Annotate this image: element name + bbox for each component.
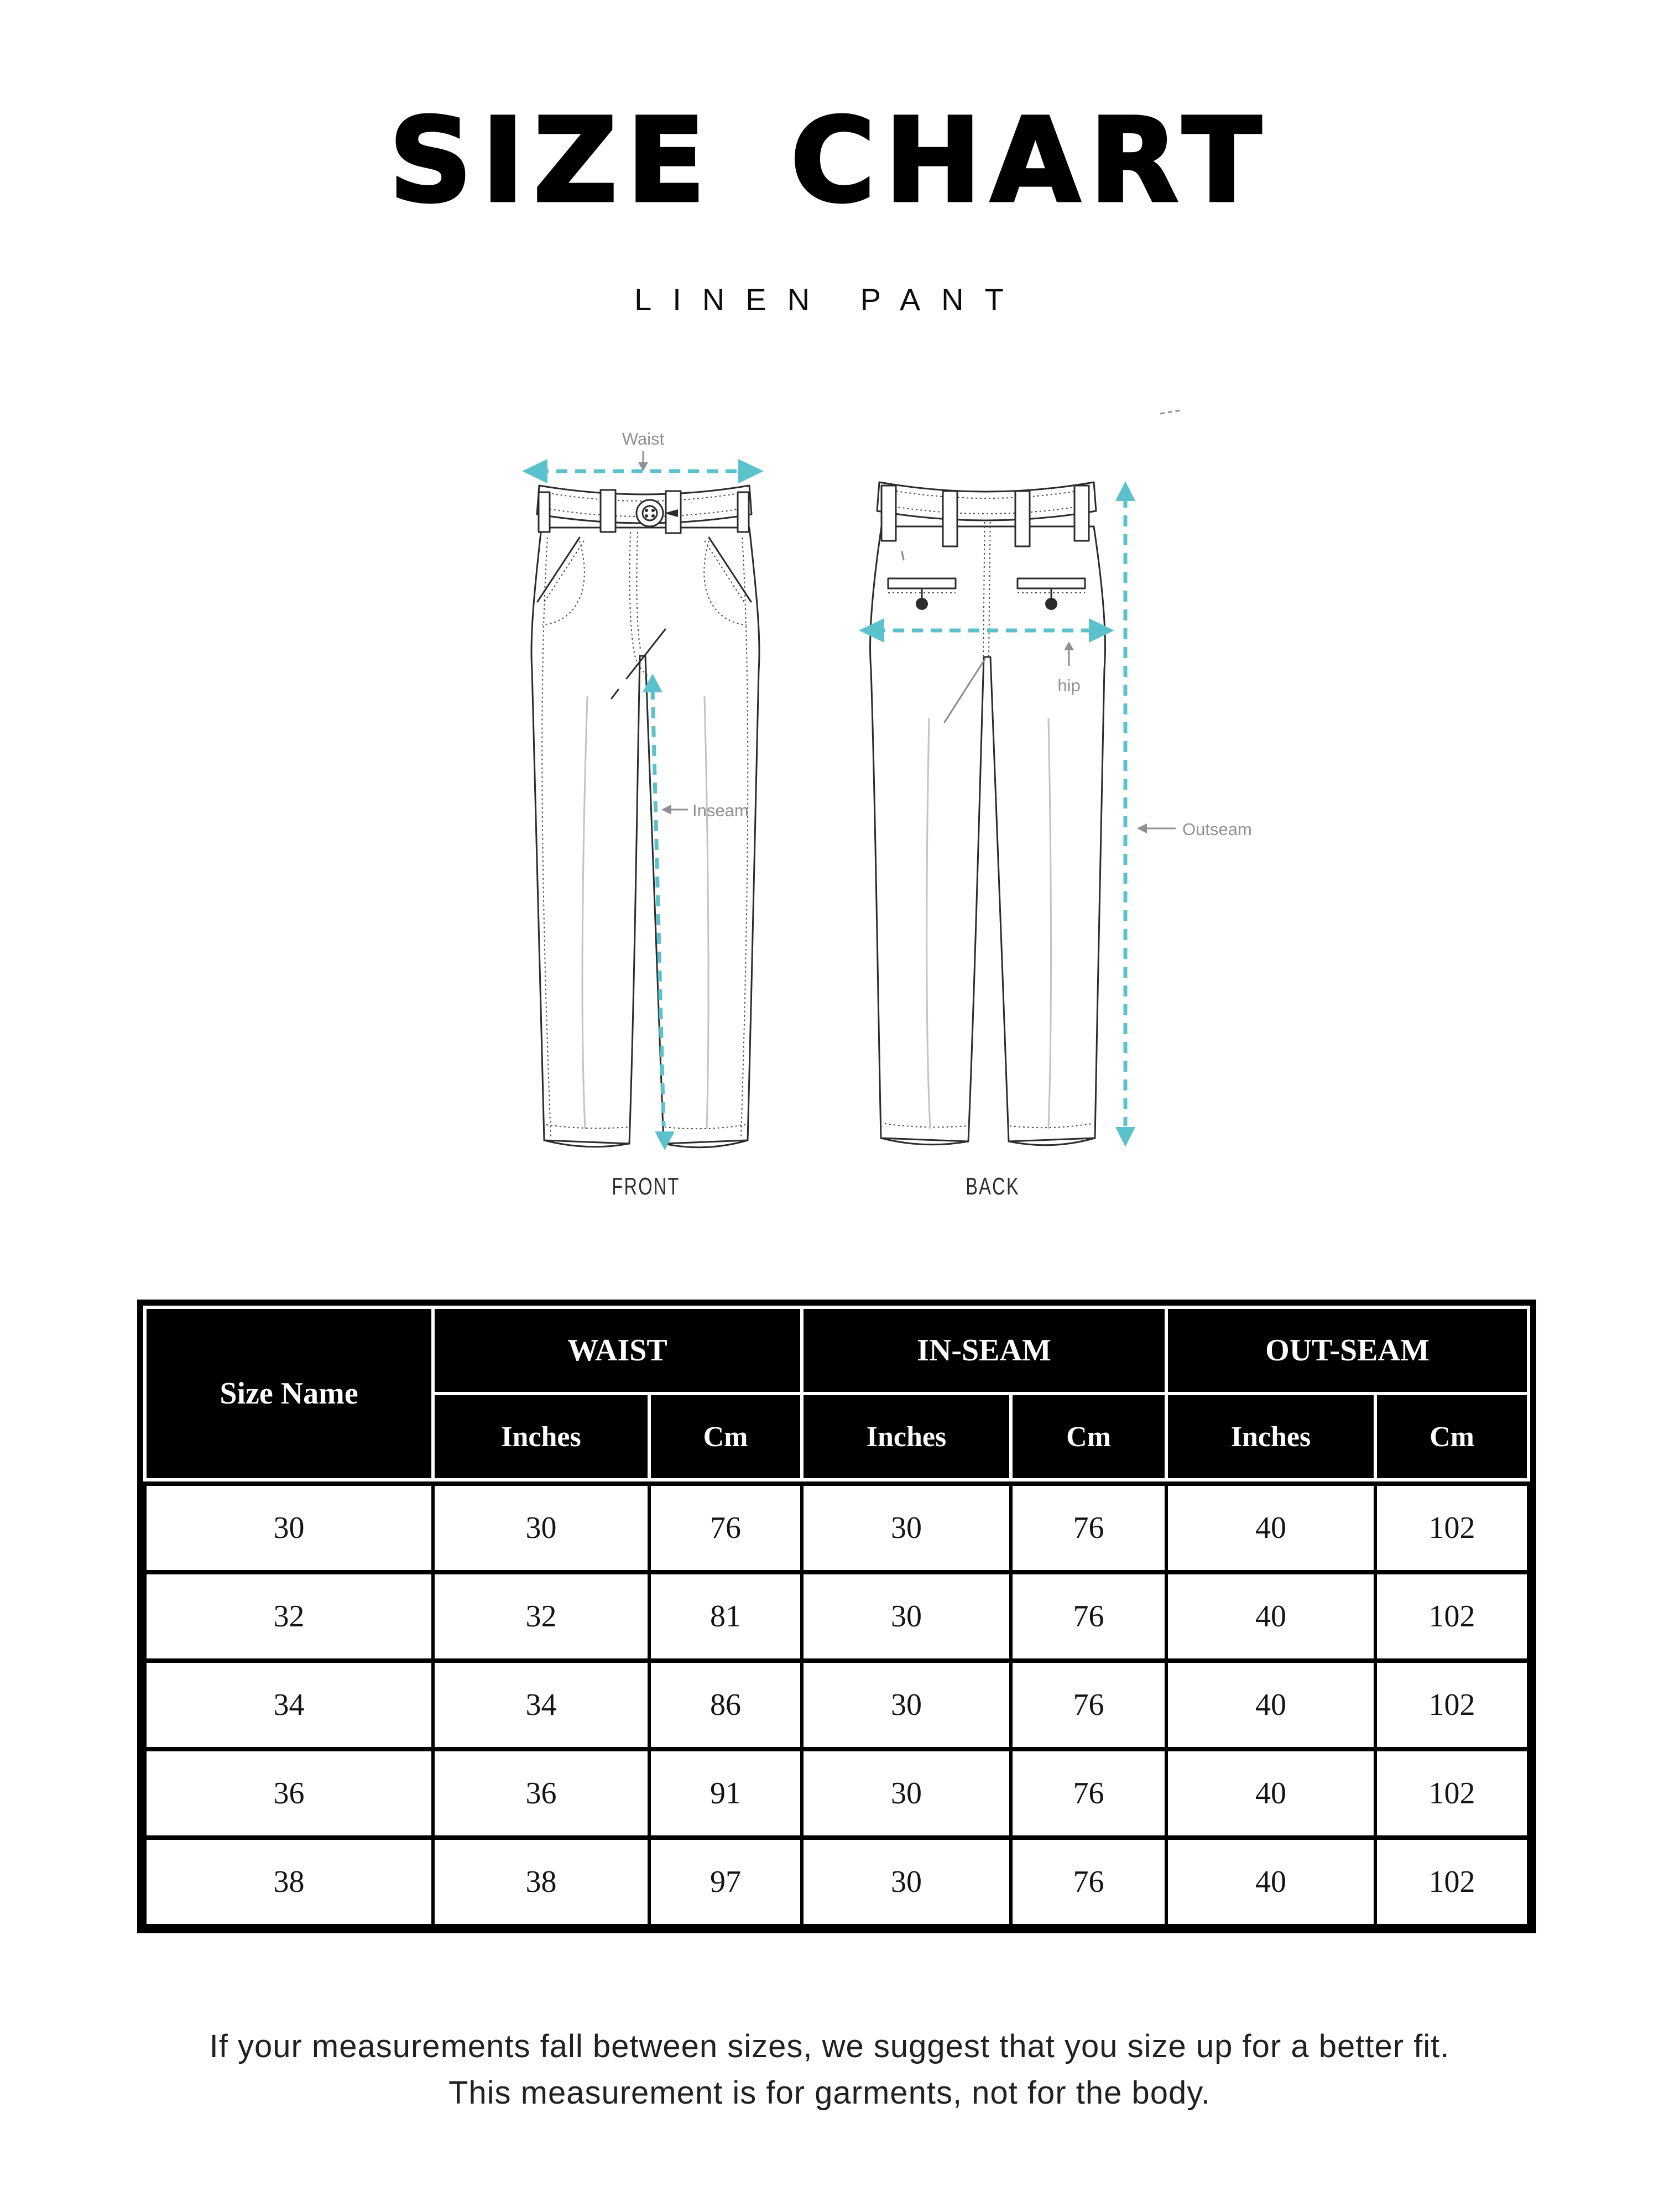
cell-size: 32 (147, 1574, 431, 1658)
cell-waist-in: 38 (435, 1840, 648, 1924)
arrow-left-icon (1137, 823, 1147, 833)
cell-inseam-cm: 76 (1013, 1663, 1165, 1747)
product-subtitle: LINEN PANT (634, 282, 1025, 317)
cell-outseam-in: 40 (1168, 1486, 1374, 1570)
belt-loop (943, 491, 957, 546)
cell-waist-cm: 86 (651, 1663, 800, 1747)
cell-waist-cm: 91 (651, 1751, 800, 1835)
cell-outseam-in: 40 (1168, 1840, 1374, 1924)
header-outseam-cm: Cm (1377, 1395, 1527, 1478)
header-group-outseam: OUT-SEAM (1168, 1309, 1527, 1392)
table-body (143, 1481, 1530, 1927)
cell-inseam-in: 30 (804, 1663, 1009, 1747)
cell-size: 30 (147, 1486, 431, 1570)
hip-label: hip (1057, 676, 1081, 695)
front-view-label: FRONT (612, 1173, 680, 1201)
cell-outseam-cm: 102 (1377, 1751, 1527, 1835)
pant-measurement-diagram (470, 409, 1272, 1217)
belt-loop (601, 490, 615, 532)
cell-waist-in: 34 (435, 1663, 648, 1747)
size-chart-table (137, 1300, 1536, 1933)
back-pant-sketch (870, 482, 1105, 1145)
cell-outseam-in: 40 (1168, 1574, 1374, 1658)
cell-inseam-in: 30 (804, 1574, 1009, 1658)
table-header (143, 1306, 1530, 1481)
cell-inseam-cm: 76 (1013, 1574, 1165, 1658)
waist-label: Waist (622, 429, 665, 448)
cell-inseam-cm: 76 (1013, 1751, 1165, 1835)
back-view-label: BACK (966, 1173, 1020, 1201)
cell-outseam-cm: 102 (1377, 1574, 1527, 1658)
cell-size: 34 (147, 1663, 431, 1747)
cell-size: 36 (147, 1751, 431, 1835)
cell-outseam-in: 40 (1168, 1751, 1374, 1835)
cell-inseam-in: 30 (804, 1840, 1009, 1924)
cell-outseam-cm: 102 (1377, 1663, 1527, 1747)
cell-inseam-in: 30 (804, 1486, 1009, 1570)
cell-outseam-cm: 102 (1377, 1486, 1527, 1570)
cell-waist-in: 36 (435, 1751, 648, 1835)
sizing-note-line2: This measurement is for garments, not for the body. (448, 2075, 1211, 2111)
cell-inseam-in: 30 (804, 1751, 1009, 1835)
cell-outseam-cm: 102 (1377, 1840, 1527, 1924)
cell-waist-cm: 76 (651, 1486, 800, 1570)
header-group-waist: WAIST (435, 1309, 800, 1392)
belt-loop (1074, 486, 1089, 541)
sizing-note-line1: If your measurements fall between sizes, we suggest that you size up for a better fit. (209, 2028, 1450, 2064)
waist-annotation (622, 429, 665, 471)
belt-loop (539, 492, 550, 532)
outseam-measure-arrow (1115, 481, 1135, 1147)
cell-waist-in: 30 (435, 1486, 648, 1570)
inseam-label: Inseam (692, 801, 749, 820)
page-title: SIZE CHART (388, 93, 1271, 228)
header-waist-inches: Inches (435, 1395, 648, 1478)
cell-size: 38 (147, 1840, 431, 1924)
cell-waist-cm: 81 (651, 1574, 800, 1658)
header-size-name: Size Name (147, 1309, 431, 1478)
belt-loop (881, 486, 896, 541)
cell-inseam-cm: 76 (1013, 1486, 1165, 1570)
header-group-inseam: IN-SEAM (804, 1309, 1165, 1392)
header-inseam-cm: Cm (1013, 1395, 1165, 1478)
header-inseam-inches: Inches (804, 1395, 1009, 1478)
sketch-artifact (1160, 410, 1181, 414)
belt-loop (1015, 491, 1030, 546)
outseam-annotation (1137, 820, 1252, 839)
cell-waist-cm: 97 (651, 1840, 800, 1924)
outseam-label: Outseam (1182, 820, 1252, 839)
header-outseam-inches: Inches (1168, 1395, 1374, 1478)
header-waist-cm: Cm (651, 1395, 800, 1478)
belt-loop (738, 492, 749, 532)
cell-inseam-cm: 76 (1013, 1840, 1165, 1924)
cell-waist-in: 32 (435, 1574, 648, 1658)
cell-outseam-in: 40 (1168, 1663, 1374, 1747)
